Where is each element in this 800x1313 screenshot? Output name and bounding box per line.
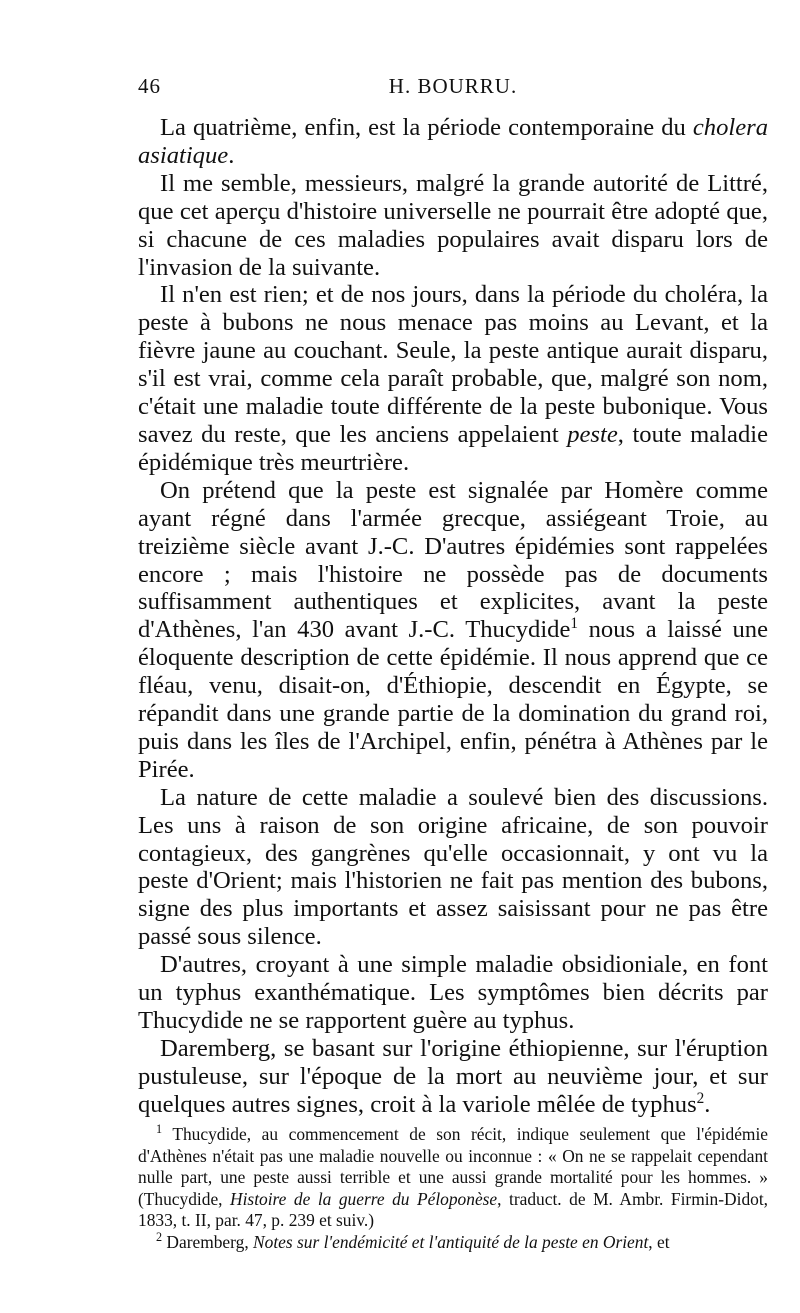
italic-text: cholera asiatique	[138, 114, 768, 169]
italic-text: peste	[567, 420, 618, 448]
text-run: On prétend que la peste est signalée par Homère comme ayant régné dans l'armée grecque, assiégeant Troie, au treizième siècle avant J.-C. D'autres épidémies sont rappelées encore ; mais l'histoire ne possède pas de documents suffisamment authentiques et explicites, avant la peste d'Athènes, l'an 430 avant J.-C. Thucydide	[138, 476, 768, 644]
text-run: , et	[648, 1231, 670, 1252]
italic-text: Notes sur l'endémicité et l'antiquité de la peste en Orient	[253, 1231, 649, 1252]
text-run: , toute maladie épidémique très meurtrière.	[138, 420, 768, 476]
text-run: nous a laissé une éloquente description de cette épidémie. Il nous apprend que ce fléau, venu, disait-on, d'Éthiopie, descendit en Égypte, se répandit dans une grande partie de la domination du grand roi, puis dans les îles de l'Archipel, enfin, pénétra à Athènes par le Pirée.	[138, 616, 768, 783]
text-run: La nature de cette maladie a soulevé bien des discussions. Les uns à raison de son origine africaine, de son pouvoir contagieux, des gangrènes qu'elle occasionnait, y ont vu la peste d'Orient; mais l'historien ne fait pas mention des bubons, signe des plus importants et assez saisissant pour ne pas être passé sous silence.	[138, 783, 768, 951]
paragraph	[138, 170, 768, 282]
paragraph	[138, 114, 768, 170]
text-run: Daremberg, se basant sur l'origine éthiopienne, sur l'éruption pustuleuse, sur l'époque de la mort au neuvième jour, et sur quelques autres signes, croit à la variole mêlée de typhus	[138, 1034, 768, 1118]
body-text	[138, 114, 768, 1119]
text-run: , traduct. de M. Ambr. Firmin-Didot, 1833, t. II, par. 47, p. 239 et suiv.)	[138, 1188, 769, 1231]
text-run: Thucydide, au commencement de son récit, indique seulement que l'épidémie d'Athènes n'était pas une maladie nouvelle ou inconnue : « On ne se rappelait cependant nulle part, une peste aussi terrible et une aussi grande mortalité pour les hommes. » (Thucydide,	[138, 1124, 768, 1209]
text-run: Il n'en est rien; et de nos jours, dans la période du choléra, la peste à bubons ne nous menace pas moins au Levant, et la fièvre jaune au couchant. Seule, la peste antique aurait disparu, s'il est vrai, comme cela paraît probable, que, malgré son nom, c'était une maladie toute différente de la peste bubonique. Vous savez du reste, que les anciens appelaient	[138, 281, 768, 448]
paragraph	[138, 477, 768, 784]
paragraph	[138, 951, 768, 1035]
italic-text: Histoire de la guerre du Péloponèse	[230, 1188, 498, 1209]
footnote-marker: 1	[156, 1122, 163, 1137]
text-run: La quatrième, enfin, est la période contemporaine du	[160, 114, 693, 141]
paragraph	[138, 281, 768, 476]
text-run: D'autres, croyant à une simple maladie obsidioniale, en font un typhus exanthématique. Les symptômes bien décrits par Thucydide ne se rapportent guère au typhus.	[138, 951, 768, 1034]
paragraph	[138, 1035, 768, 1119]
footnote-marker: 2	[156, 1230, 163, 1245]
footnotes	[138, 1124, 768, 1254]
footnote	[138, 1124, 768, 1232]
page-number: 46	[138, 74, 161, 98]
running-title: H. BOURRU.	[388, 74, 518, 98]
paragraph	[138, 784, 768, 951]
text-run: Il me semble, messieurs, malgré la grande autorité de Littré, que cet aperçu d'histoire universelle ne pourrait être adopté que, si chacune de ces maladies populaires avait disparu lors de l'invasion de la suivante.	[138, 169, 768, 281]
text-run: .	[704, 1090, 711, 1118]
text-run: .	[228, 141, 235, 169]
footnote-marker: 1	[570, 615, 578, 633]
footnote-marker: 2	[696, 1089, 705, 1107]
page-header	[138, 74, 768, 106]
text-run: Daremberg,	[162, 1231, 254, 1252]
footnote	[138, 1232, 768, 1254]
